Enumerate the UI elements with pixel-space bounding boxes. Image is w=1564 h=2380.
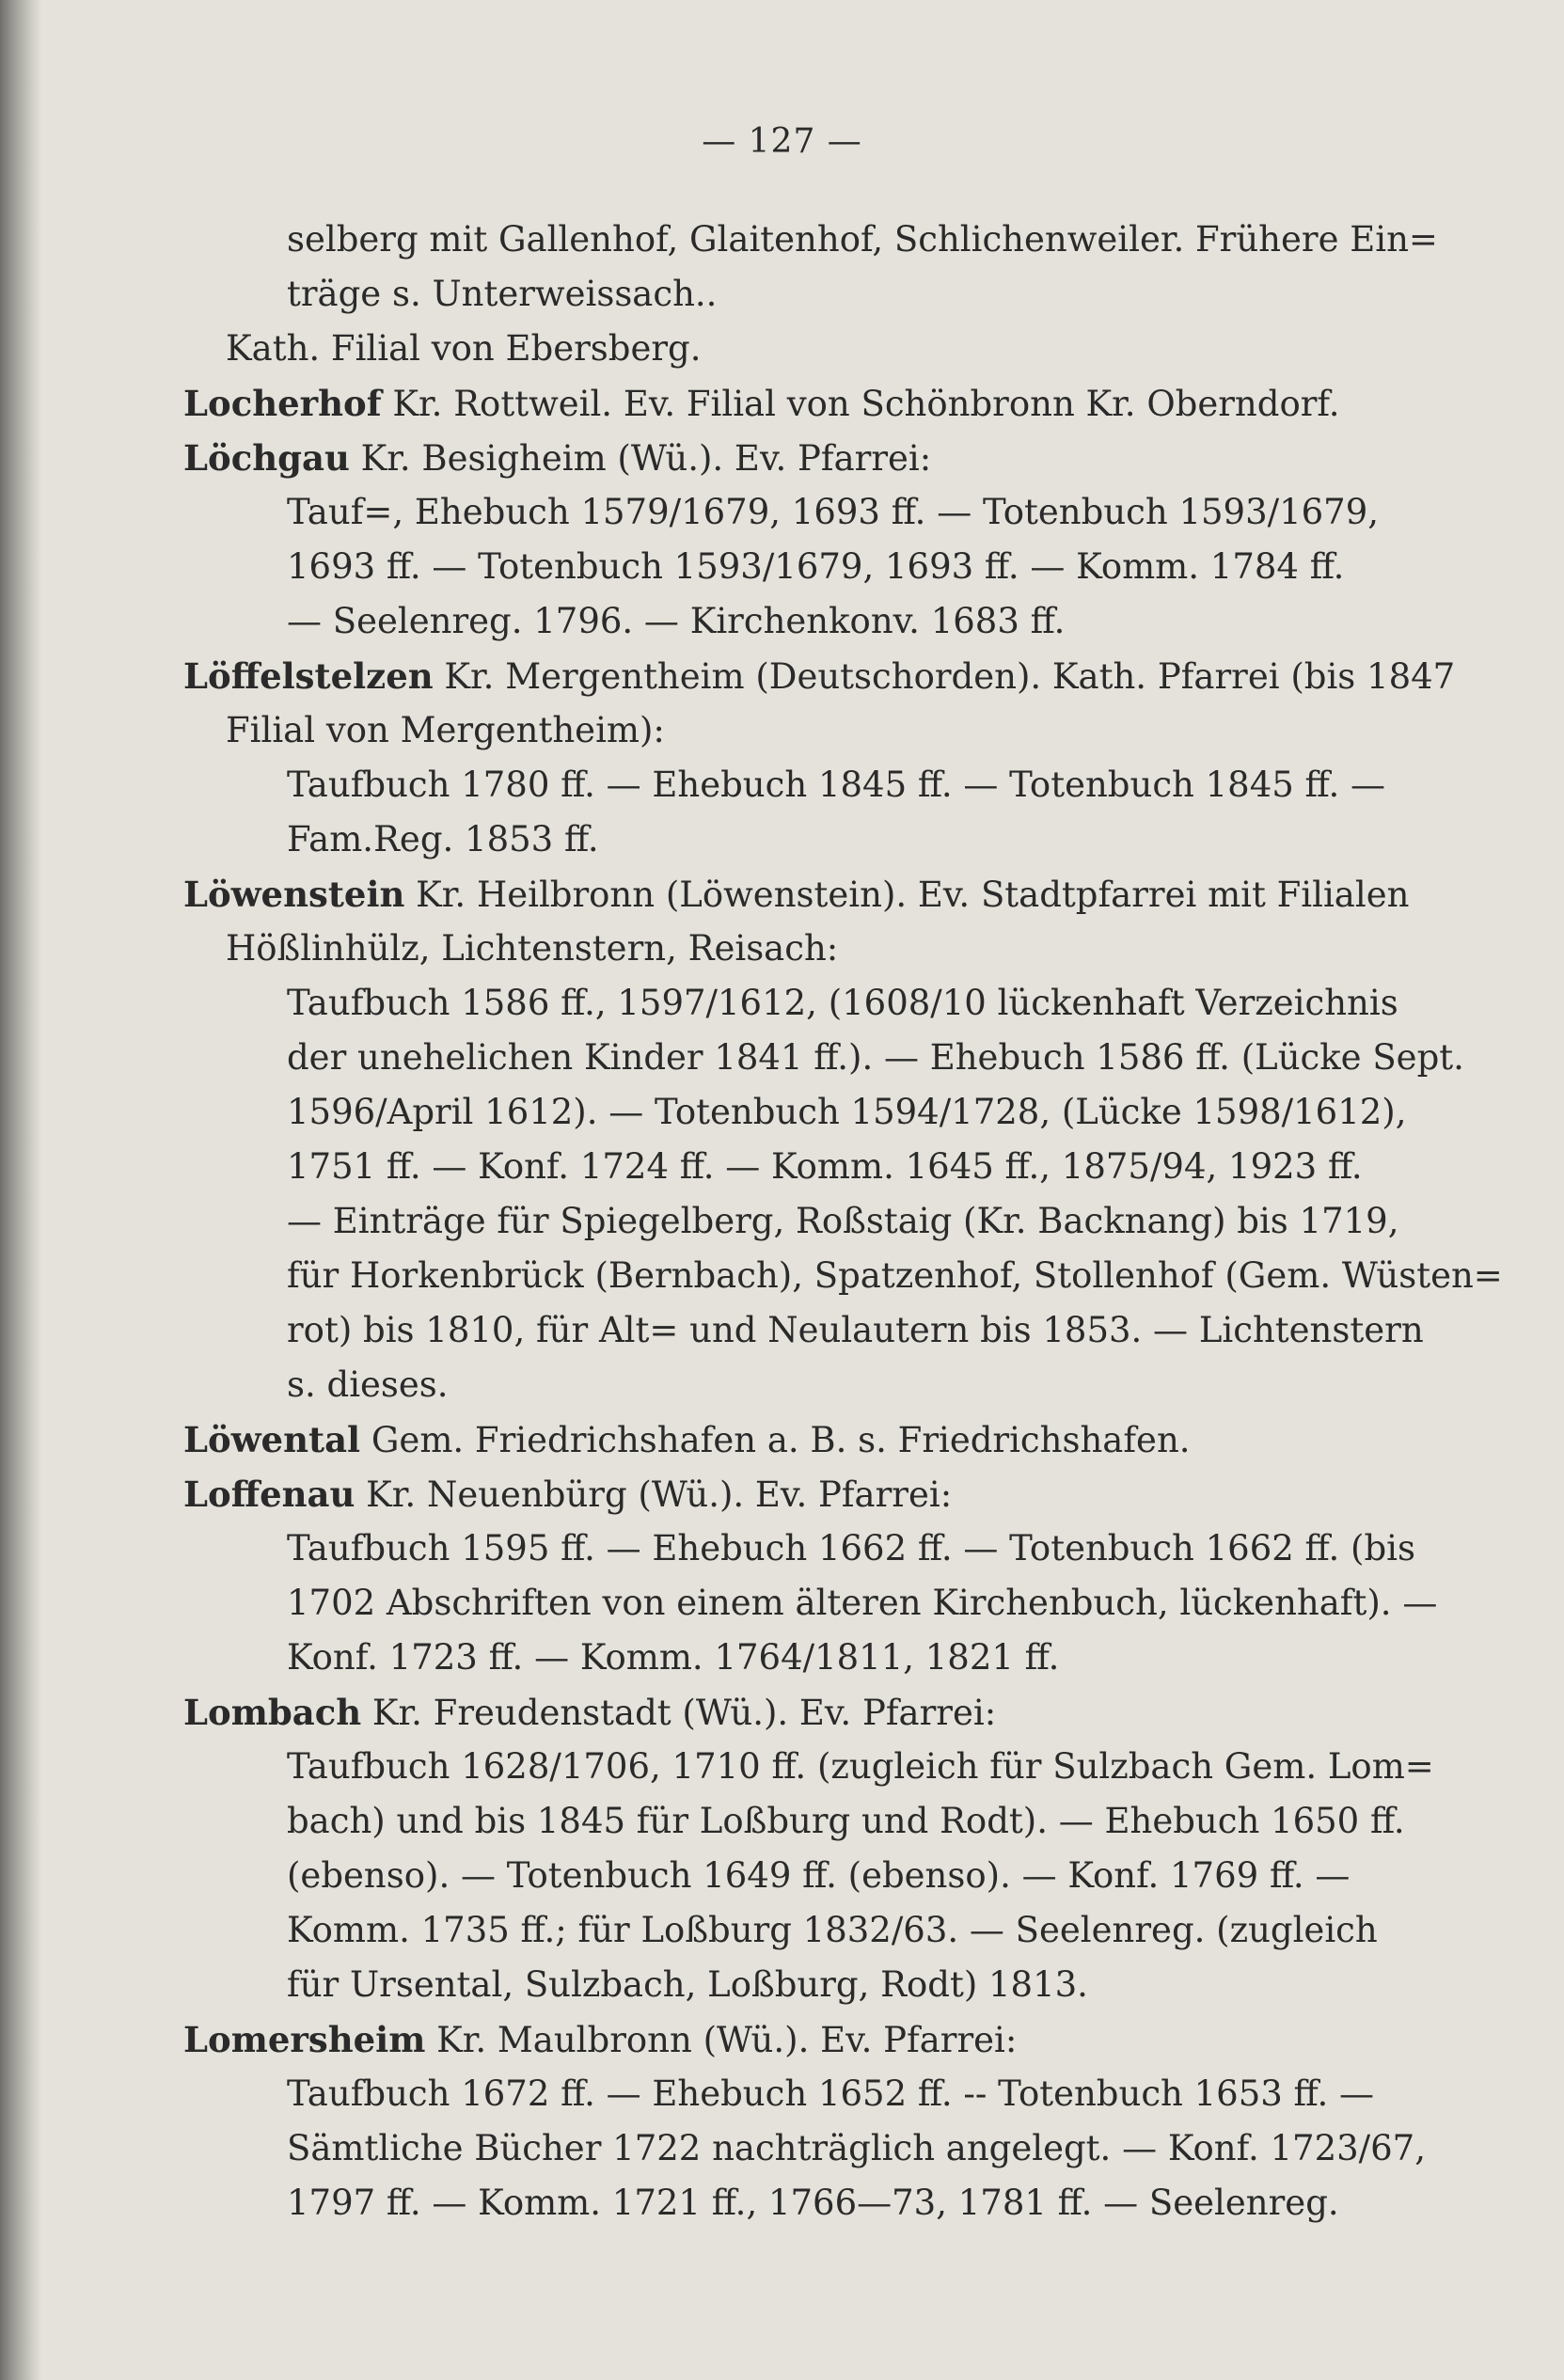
line-text: Kath. Filial von Ebersberg. (226, 328, 702, 369)
line-text: Kr. Besigheim (Wü.). Ev. Pfarrei: (349, 438, 932, 479)
text-line (183, 1958, 1382, 2012)
line-text: Taufbuch 1586 ff., 1597/1612, (1608/10 lückenhaft Verzeichnis (287, 983, 1398, 1023)
line-text: Kr. Mergentheim (Deutschorden). Kath. Pfarrei (bis 1847 (433, 656, 1456, 697)
text-line (183, 1031, 1464, 1085)
text-line (183, 1576, 1438, 1631)
text-line (183, 1631, 1382, 1685)
line-text: Gem. Friedrichshafen a. B. s. Friedrichshafen. (360, 1420, 1191, 1460)
line-text: Komm. 1735 ff.; für Loßburg 1832/63. — Seelenreg. (zugleich (287, 1910, 1378, 1950)
line-text: für Horkenbrück (Bernbach), Spatzenhof, Stollenhof (Gem. Wüsten= (287, 1255, 1503, 1296)
entry-heading-line (183, 649, 1456, 703)
text-line (183, 1085, 1407, 1140)
line-text: (ebenso). — Totenbuch 1649 ff. (ebenso). — Konf. 1769 ff. — (287, 1855, 1351, 1896)
place-name: Löwental (183, 1419, 361, 1460)
line-text: 1702 Abschriften von einem älteren Kirchenbuch, lückenhaft). — (287, 1583, 1438, 1623)
line-text: Kr. Rottweil. Ev. Filial von Schönbronn Kr. Oberndorf. (381, 384, 1340, 424)
text-line (183, 1140, 1382, 1194)
line-text: selberg mit Gallenhof, Glaitenhof, Schlichenweiler. Frühere Ein= (287, 219, 1438, 260)
text-line (183, 1849, 1382, 1903)
text-line (183, 703, 1382, 758)
line-text: Kr. Neuenbürg (Wü.). Ev. Pfarrei: (355, 1474, 953, 1515)
line-text: 1596/April 1612). — Totenbuch 1594/1728, (Lücke 1598/1612), (287, 1092, 1407, 1132)
line-text: Taufbuch 1780 ff. — Ehebuch 1845 ff. — Totenbuch 1845 ff. — (287, 764, 1386, 805)
text-line (183, 213, 1438, 267)
line-text: rot) bis 1810, für Alt= und Neulautern bis 1853. — Lichtenstern (287, 1310, 1424, 1350)
place-name: Loffenau (183, 1474, 355, 1515)
line-text: Filial von Mergentheim): (226, 710, 665, 750)
text-line (183, 1358, 1382, 1412)
text-line (183, 812, 1382, 867)
line-text: — Einträge für Spiegelberg, Roßstaig (Kr. Backnang) bis 1719, (287, 1201, 1399, 1241)
text-line (183, 2121, 1426, 2176)
line-text: s. dieses. (287, 1364, 449, 1405)
text-line (183, 267, 1382, 322)
text-line (183, 1303, 1424, 1358)
text-line (183, 976, 1398, 1031)
place-name: Löchgau (183, 437, 350, 479)
register-text (183, 213, 1503, 2230)
line-text: Konf. 1723 ff. — Komm. 1764/1811, 1821 ff. (287, 1637, 1060, 1678)
entry-heading-line (183, 1685, 1382, 1740)
entry-heading-line (183, 376, 1382, 431)
text-line (183, 1249, 1503, 1303)
text-line (183, 322, 1382, 376)
line-text: für Ursental, Sulzbach, Loßburg, Rodt) 1813. (287, 1964, 1088, 2005)
page-number: — 127 — (702, 122, 862, 161)
line-text: der unehelichen Kinder 1841 ff.). — Ehebuch 1586 ff. (Lücke Sept. (287, 1037, 1464, 1078)
place-name: Lombach (183, 1692, 362, 1733)
text-line (183, 922, 1382, 976)
line-text: 1797 ff. — Komm. 1721 ff., 1766—73, 1781 ff. — Seelenreg. (287, 2183, 1339, 2223)
line-text: Kr. Heilbronn (Löwenstein). Ev. Stadtpfarrei mit Filialen (404, 875, 1410, 915)
line-text: bach) und bis 1845 für Loßburg und Rodt). — Ehebuch 1650 ff. (287, 1801, 1405, 1841)
line-text: Taufbuch 1595 ff. — Ehebuch 1662 ff. — Totenbuch 1662 ff. (bis (287, 1528, 1415, 1568)
line-text: 1693 ff. — Totenbuch 1593/1679, 1693 ff. — Komm. 1784 ff. (287, 546, 1345, 587)
place-name: Locherhof (183, 383, 382, 424)
text-line (183, 1194, 1399, 1249)
line-text: Kr. Freudenstadt (Wü.). Ev. Pfarrei: (361, 1693, 997, 1733)
entry-heading-line (183, 867, 1410, 922)
line-text: Tauf=, Ehebuch 1579/1679, 1693 ff. — Totenbuch 1593/1679, (287, 492, 1380, 532)
line-text: — Seelenreg. 1796. — Kirchenkonv. 1683 ff. (287, 601, 1066, 641)
line-text: 1751 ff. — Konf. 1724 ff. — Komm. 1645 ff., 1875/94, 1923 ff. (287, 1146, 1363, 1187)
text-line (183, 1903, 1382, 1958)
text-line (183, 2067, 1382, 2121)
text-line (183, 594, 1382, 649)
place-name: Löffelstelzen (183, 655, 434, 697)
line-text: Kr. Maulbronn (Wü.). Ev. Pfarrei: (425, 2020, 1018, 2060)
entry-heading-line (183, 431, 1382, 485)
text-line (183, 485, 1382, 540)
text-line (183, 2176, 1382, 2230)
text-line (183, 1521, 1415, 1576)
line-text: Taufbuch 1628/1706, 1710 ff. (zugleich für Sulzbach Gem. Lom= (287, 1746, 1434, 1787)
line-text: Fam.Reg. 1853 ff. (287, 819, 599, 859)
text-line (183, 1740, 1434, 1794)
line-text: Hößlinhülz, Lichtenstern, Reisach: (226, 928, 839, 969)
entry-heading-line (183, 2012, 1382, 2067)
text-line (183, 540, 1382, 594)
entry-heading-line (183, 1412, 1382, 1467)
entry-heading-line (183, 1467, 1382, 1521)
page-binding-edge (0, 0, 41, 2380)
line-text: Sämtliche Bücher 1722 nachträglich angelegt. — Konf. 1723/67, (287, 2128, 1426, 2168)
place-name: Löwenstein (183, 874, 405, 915)
place-name: Lomersheim (183, 2019, 426, 2060)
text-line (183, 758, 1386, 812)
line-text: Taufbuch 1672 ff. — Ehebuch 1652 ff. -- Totenbuch 1653 ff. — (287, 2073, 1375, 2114)
line-text: träge s. Unterweissach.. (287, 274, 718, 314)
text-line (183, 1794, 1405, 1849)
